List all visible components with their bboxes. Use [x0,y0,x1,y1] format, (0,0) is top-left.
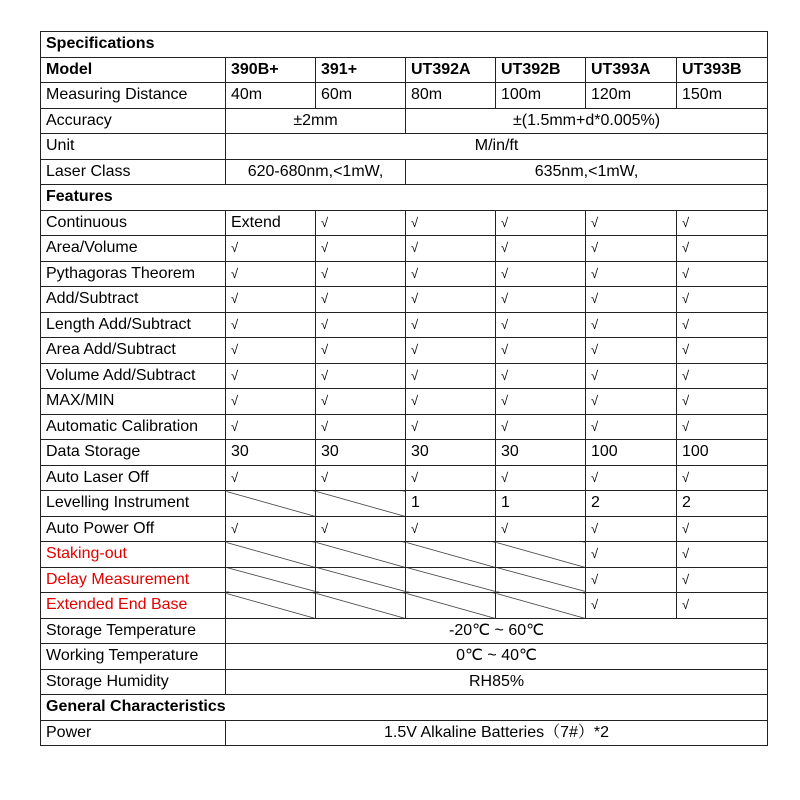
row-label-automatic-calibration: Automatic Calibration [41,414,226,440]
check-mark: √ [226,389,316,415]
continuous-row [41,210,768,236]
check-mark: √ [496,236,586,262]
check-mark: √ [677,414,768,440]
accuracy-row [41,108,768,134]
check-mark: √ [496,465,586,491]
check-mark: √ [586,542,677,568]
data-storage-row [41,440,768,466]
check-mark: √ [496,414,586,440]
check-mark: √ [586,261,677,287]
check-mark: √ [406,363,496,389]
not-applicable-cell [316,542,406,568]
section-row-features [41,185,768,211]
check-mark: √ [586,338,677,364]
check-mark: √ [586,236,677,262]
not-applicable-cell [226,567,316,593]
check-mark: √ [316,465,406,491]
check-mark: √ [586,465,677,491]
pythagoras-row [41,261,768,287]
row-label-working-temperature: Working Temperature [41,644,226,670]
accuracy-value-b: ±(1.5mm+d*0.005%) [406,108,768,134]
distance-value: 100m [496,83,586,109]
check-mark: √ [406,236,496,262]
check-mark: √ [677,593,768,619]
check-mark: √ [586,593,677,619]
check-mark: √ [677,261,768,287]
check-mark: √ [677,338,768,364]
row-label-staking-out: Staking-out [41,542,226,568]
not-applicable-cell [496,542,586,568]
automatic-calibration-row [41,414,768,440]
check-mark: √ [226,414,316,440]
check-mark: √ [316,389,406,415]
check-mark: √ [226,338,316,364]
check-mark: √ [406,516,496,542]
row-label-max-min: MAX/MIN [41,389,226,415]
check-mark: √ [406,210,496,236]
check-mark: √ [586,516,677,542]
levelling-instrument-row [41,491,768,517]
check-mark: √ [677,210,768,236]
levelling-value: 2 [677,491,768,517]
check-mark: √ [496,363,586,389]
not-applicable-cell [406,593,496,619]
row-label-area-add-subtract: Area Add/Subtract [41,338,226,364]
check-mark: √ [496,261,586,287]
model-390b-plus: 390B+ [226,57,316,83]
section-title-specifications: Specifications [41,32,768,58]
row-label-levelling-instrument: Levelling Instrument [41,491,226,517]
row-label-auto-power-off: Auto Power Off [41,516,226,542]
laser-class-row [41,159,768,185]
distance-value: 40m [226,83,316,109]
model-ut392a: UT392A [406,57,496,83]
distance-value: 120m [586,83,677,109]
check-mark: √ [677,465,768,491]
not-applicable-cell [316,593,406,619]
working-temperature-row [41,644,768,670]
check-mark: √ [586,363,677,389]
specifications-table [40,31,768,746]
check-mark: √ [496,389,586,415]
not-applicable-cell [226,542,316,568]
check-mark: √ [316,210,406,236]
check-mark: √ [406,287,496,313]
check-mark: √ [677,542,768,568]
check-mark: √ [226,261,316,287]
volume-add-subtract-row [41,363,768,389]
area-add-subtract-row [41,338,768,364]
check-mark: √ [586,389,677,415]
check-mark: √ [226,516,316,542]
row-label-measuring-distance: Measuring Distance [41,83,226,109]
check-mark: √ [586,312,677,338]
check-mark: √ [496,287,586,313]
check-mark: √ [586,287,677,313]
row-label-length-add-subtract: Length Add/Subtract [41,312,226,338]
row-label-data-storage: Data Storage [41,440,226,466]
add-subtract-row [41,287,768,313]
check-mark: √ [226,287,316,313]
data-storage-value: 30 [496,440,586,466]
levelling-value: 1 [406,491,496,517]
check-mark: √ [496,312,586,338]
working-temperature-value: 0℃ ~ 40℃ [226,644,768,670]
unit-row [41,134,768,160]
max-min-row [41,389,768,415]
model-ut393a: UT393A [586,57,677,83]
check-mark: √ [496,516,586,542]
not-applicable-cell [496,593,586,619]
check-mark: √ [406,414,496,440]
levelling-value: 2 [586,491,677,517]
row-label-power: Power [41,720,226,746]
power-value: 1.5V Alkaline Batteries（7#）*2 [226,720,768,746]
row-label-area-volume: Area/Volume [41,236,226,262]
check-mark: √ [226,363,316,389]
check-mark: √ [677,567,768,593]
not-applicable-cell [316,491,406,517]
check-mark: √ [316,363,406,389]
check-mark: √ [496,338,586,364]
check-mark: √ [406,261,496,287]
row-label-laser-class: Laser Class [41,159,226,185]
check-mark: √ [316,236,406,262]
area-volume-row [41,236,768,262]
model-ut392b: UT392B [496,57,586,83]
check-mark: √ [406,312,496,338]
storage-humidity-value: RH85% [226,669,768,695]
data-storage-value: 100 [677,440,768,466]
levelling-value: 1 [496,491,586,517]
unit-value: M/in/ft [226,134,768,160]
check-mark: √ [677,516,768,542]
check-mark: √ [406,389,496,415]
not-applicable-cell [406,542,496,568]
row-label-storage-humidity: Storage Humidity [41,669,226,695]
section-row-specifications [41,32,768,58]
accuracy-value-a: ±2mm [226,108,406,134]
data-storage-value: 30 [316,440,406,466]
check-mark: √ [316,338,406,364]
check-mark: √ [226,465,316,491]
laser-class-value-b: 635nm,<1mW, [406,159,768,185]
row-label-extended-end-base: Extended End Base [41,593,226,619]
row-label-pythagoras: Pythagoras Theorem [41,261,226,287]
row-label-continuous: Continuous [41,210,226,236]
auto-laser-off-row [41,465,768,491]
check-mark: √ [406,465,496,491]
check-mark: √ [316,414,406,440]
auto-power-off-row [41,516,768,542]
data-storage-value: 30 [406,440,496,466]
check-mark: √ [316,516,406,542]
data-storage-value: 100 [586,440,677,466]
section-title-general-characteristics: General Characteristics [41,695,768,721]
row-label-auto-laser-off: Auto Laser Off [41,465,226,491]
check-mark: √ [226,312,316,338]
check-mark: √ [677,363,768,389]
not-applicable-cell [316,567,406,593]
check-mark: √ [496,210,586,236]
distance-value: 60m [316,83,406,109]
row-label-model: Model [41,57,226,83]
laser-class-value-a: 620-680nm,<1mW, [226,159,406,185]
row-label-storage-temperature: Storage Temperature [41,618,226,644]
continuous-extend: Extend [226,210,316,236]
measuring-distance-row [41,83,768,109]
model-row [41,57,768,83]
not-applicable-cell [226,491,316,517]
storage-temperature-value: -20℃ ~ 60℃ [226,618,768,644]
check-mark: √ [586,414,677,440]
row-label-volume-add-subtract: Volume Add/Subtract [41,363,226,389]
check-mark: √ [677,287,768,313]
power-row [41,720,768,746]
row-label-add-subtract: Add/Subtract [41,287,226,313]
not-applicable-cell [406,567,496,593]
model-391-plus: 391+ [316,57,406,83]
check-mark: √ [316,261,406,287]
section-row-general [41,695,768,721]
row-label-accuracy: Accuracy [41,108,226,134]
storage-temperature-row [41,618,768,644]
check-mark: √ [406,338,496,364]
length-add-subtract-row [41,312,768,338]
check-mark: √ [677,389,768,415]
data-storage-value: 30 [226,440,316,466]
storage-humidity-row [41,669,768,695]
check-mark: √ [677,236,768,262]
delay-measurement-row [41,567,768,593]
model-ut393b: UT393B [677,57,768,83]
not-applicable-cell [226,593,316,619]
staking-out-row [41,542,768,568]
row-label-delay-measurement: Delay Measurement [41,567,226,593]
row-label-unit: Unit [41,134,226,160]
not-applicable-cell [496,567,586,593]
check-mark: √ [677,312,768,338]
check-mark: √ [316,312,406,338]
section-title-features: Features [41,185,768,211]
check-mark: √ [586,567,677,593]
distance-value: 150m [677,83,768,109]
check-mark: √ [226,236,316,262]
extended-end-base-row [41,593,768,619]
distance-value: 80m [406,83,496,109]
check-mark: √ [586,210,677,236]
check-mark: √ [316,287,406,313]
